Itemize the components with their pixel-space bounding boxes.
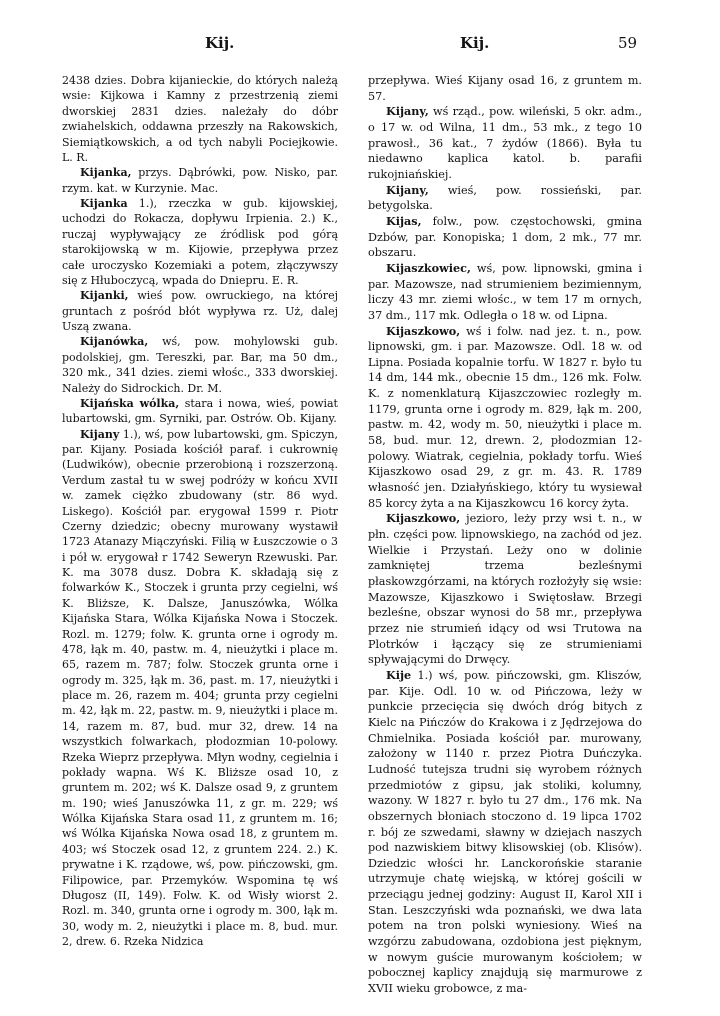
dictionary-entry bbox=[368, 324, 642, 512]
entry-headword: Kije bbox=[386, 667, 412, 682]
dictionary-entry bbox=[368, 73, 642, 104]
dictionary-entry bbox=[62, 427, 338, 950]
dictionary-entry bbox=[62, 165, 338, 196]
dictionary-entry bbox=[368, 668, 642, 997]
entry-headword: Kijanówka, bbox=[80, 335, 149, 349]
entry-text: wś, pow. mohylowski gub. podolskiej, gm. Tereszki, par. Bar, ma 50 dm., 320 mk., 341 dzies. ziemi włośc., 333 dworskiej. Należy do Sidrockich. Dr. M. bbox=[62, 335, 339, 395]
entry-text: 1.) wś, pow. pińczowski, gm. Kliszów, par. Kije. Odl. 10 w. od Pińczowa, leży w punkcie przecięcia się dwóch dróg bitych z Kielc na Pińczów do Krakowa i z Jędrzejowa do Chmielnika. Posiada kościół par. murowany, założony w 1140 r. przez Piotra Duńczyka. Ludność tutejsza trudni się wyrobem różnych przedmiotów z gipsu, jak stoliki, kolumny, wazony. W 1827 r. było tu 27 dm., 176 mk. Na obszernych błoniach stoczono d. 19 lipca 1702 r. bój ze szwedami, sławny w dziejach naszych pod nazwiskiem bitwy klisowskiej (ob. Klisów). Dziedzic włości hr. Lanckorońskie staranie utrzymuje chatę wiejską, w której gościli w przeciągu jednej godziny: August II, Karol XII i Stan. Leszczyński wda poznański, we dwa lata potem na tron polski wyniesiony. Wieś na wzgórzu zabudowana, ozdobiona jest pięknym, w nowym guście murowanym kościołem; w pobocznej kaplicy znajdują się marmurowe z XVII wieku grobowce, z ma- bbox=[368, 668, 642, 996]
entry-text: wieś pow. owruckiego, na której gruntach z pośród błót wypływa rz. Uż, dalej Uszą zwana. bbox=[62, 289, 338, 333]
entry-headword: Kijaszkowo, bbox=[386, 511, 461, 526]
dictionary-entry bbox=[368, 183, 642, 214]
entry-text: wś rząd., pow. wileński, 5 okr. adm., o 17 w. od Wilna, 11 dm., 53 mk., z tego 10 prawosł., 36 kat., 7 żydów (1866). Była tu niedawno kaplica katol. b. parafii rukojniańskiej. bbox=[368, 105, 642, 181]
entry-headword: Kijanka bbox=[80, 197, 128, 210]
entry-text: jezioro, leży przy wsi t. n., w płn. części pow. lipnowskiego, na zachód od jez. Wielkie i Przystań. Leży ono w dolinie zamkniętej trzema bezleśnymi płaskowzgórzami, na których rozłożyły się wsie: Mazowsze, Kijaszkowo i Swiętosław. Brzegi bezleśne, obszar wynosi do 58 mr., przepływa przez nie strumień idący od wsi Trutowa na Plotrków i łączący się ze strumieniami spływającymi do Drwęcy. bbox=[368, 512, 642, 667]
entry-text: 2438 dzies. Dobra kijanieckie, do których należą wsie: Kijkowa i Kamny z przestrzenią ziemi dworskiej 2831 dzies. należały do dóbr zwiahelskich, oddawna przeszły na Rakowskich, Siemiątkowskich, a od tych nabyli Pociejkowie. L. R. bbox=[62, 74, 338, 164]
running-head-left: Kij. bbox=[205, 34, 235, 52]
dictionary-entry bbox=[368, 214, 642, 261]
entry-headword: Kijany bbox=[80, 427, 120, 441]
entry-headword: Kijas, bbox=[386, 213, 422, 228]
entry-headword: Kijaszkowo, bbox=[386, 323, 461, 338]
running-head-right: Kij. bbox=[460, 34, 490, 52]
entry-headword: Kijany, bbox=[386, 104, 429, 119]
entry-headword: Kijanka, bbox=[80, 166, 132, 180]
entry-text: stara i nowa, wieś, powiat lubartowski, gm. Syrniki, par. Ostrów. Ob. Kijany. bbox=[62, 396, 338, 426]
right-column bbox=[368, 73, 642, 997]
page-header bbox=[0, 28, 720, 50]
dictionary-entry bbox=[368, 104, 642, 182]
entry-text: przepływa. Wieś Kijany osad 16, z gruntem m. 57. bbox=[368, 74, 642, 103]
page-number: 59 bbox=[618, 34, 638, 52]
dictionary-entry bbox=[62, 73, 338, 165]
entry-headword: Kijańska wólka, bbox=[80, 396, 180, 410]
entry-text: 1.), rzeczka w gub. kijowskiej, uchodzi do Rokacza, dopływu Irpienia. 2.) K., ruczaj wypływający ze źródlisk pod górą starokijowską w m. Kijowie, przepływa przez całe uroczysko Kozemiaki a potem, złączywszy się z Hłuboczycą, wpada do Dniepru. E. R. bbox=[62, 197, 338, 287]
entry-headword: Kijanki, bbox=[80, 289, 129, 303]
dictionary-entry bbox=[62, 396, 338, 427]
entry-headword: Kijaszkowiec, bbox=[386, 260, 471, 275]
entry-text: wś, pow. lipnowski, gmina i par. Mazowsze, nad strumieniem bezimiennym, liczy 43 mr. ziemi włośc., w tem 17 m ornych, 37 dm., 117 mk. Odległa o 18 w. od Lipna. bbox=[368, 261, 642, 322]
entry-text: 1.), wś, pow lubartowski, gm. Spiczyn, par. Kijany. Posiada kościół paraf. i cukrownię (Ludwików), obecnie przerobioną i rozszerzoną. Verdum zastał tu w swej podróży w końcu XVII w. zamek ciężko zbudowany (str. 86 wyd. Liskego). Kościół par. erygował 1599 r. Piotr Czerny dziedzic; obecny murowany wystawił 1723 Atanazy Miączyński. Filią w Łuszczowie o 3 i pół w. erygował r 1742 Seweryn Rzewuski. Par. K. ma 3078 dusz. Dobra K. składają się z folwarków K., Stoczek i grunta przy cegielni, wś K. Bliższe, K. Dalsze, Januszówka, Wólka Kijańska Stara, Wólka Kijańska Nowa i Stoczek. Rozl. m. 1279; folw. K. grunta orne i ogrody m. 478, łąk m. 40, pastw. m. 4, nieużytki i place m. 65, razem m. 787; folw. Stoczek grunta orne i ogrody m. 325, łąk m. 36, past. m. 17, nieużytki i place m. 26, razem m. 404; grunta przy cegielni m. 42, łąk m. 22, pastw. m. 9, nieużytki i place m. 14, razem m. 87, bud. mur 32, drew. 14 na wszystkich folwarkach, płodozmian 10-polowy. Rzeka Wieprz przepływa. Młyn wodny, cegielnia i pokłady wapna. Wś K. Bliższe osad 10, z gruntem m. 202; wś K. Dalsze osad 9, z gruntem m. 190; wieś Januszówka 11, z gr. m. 229; wś Wólka Kijańska Stara osad 11, z gruntem m. 16; wś Wólka Kijańska Nowa osad 18, z gruntem m. 403; wś Stoczek osad 12, z gruntem 224. 2.) K. prywatne i K. rządowe, wś, pow. pińczowski, gm. Filipowice, par. Przemyków. Wspomina tę wś Długosz (II, 149). Folw. K. od Wisły wiorst 2. Rozl. m. 340, grunta orne i ogrody m. 300, łąk m. 30, wody m. 2, nieużytki i place m. 8, bud. mur. 2, drew. 6. Rzeka Nidzica bbox=[62, 427, 339, 948]
left-column bbox=[62, 73, 338, 949]
entry-text: wś i folw. nad jez. t. n., pow. lipnowski, gm. i par. Mazowsze. Odl. 18 w. od Lipna. Posiada kopalnie torfu. W 1827 r. było tu 14 dm, 144 mk., obecnie 15 dm., 126 mk. Folw. K. z nomenklaturą Kijaszczowiec rozległy m. 1179, grunta orne i ogrody m. 829, łąk m. 200, pastw. m. 42, wody m. 50, nieużytki i place m. 58, bud. mur. 12, drewn. 2, płodozmian 12-polowy. Wiatrak, cegielnia, pokłady torfu. Wieś Kijaszkowo osad 29, z gr. m. 43. R. 1789 własność jen. Działyńskiego, który tu wysiewał 85 korcy żyta a na Kijaszkowcu 16 korcy żyta. bbox=[368, 324, 642, 510]
dictionary-entry bbox=[62, 334, 338, 396]
dictionary-entry bbox=[368, 261, 642, 324]
dictionary-entry bbox=[62, 196, 338, 288]
dictionary-entry bbox=[368, 511, 642, 668]
entry-text: folw., pow. częstochowski, gmina Dzbów, par. Konopiska; 1 dom, 2 mk., 77 mr. obszaru. bbox=[368, 214, 642, 260]
entry-text: przys. Dąbrówki, pow. Nisko, par. rzym. kat. w Kurzynie. Mac. bbox=[62, 166, 338, 195]
entry-text: wieś, pow. rossieński, par. betygolska. bbox=[368, 183, 642, 213]
entry-headword: Kijany, bbox=[386, 182, 429, 197]
dictionary-entry bbox=[62, 288, 338, 334]
